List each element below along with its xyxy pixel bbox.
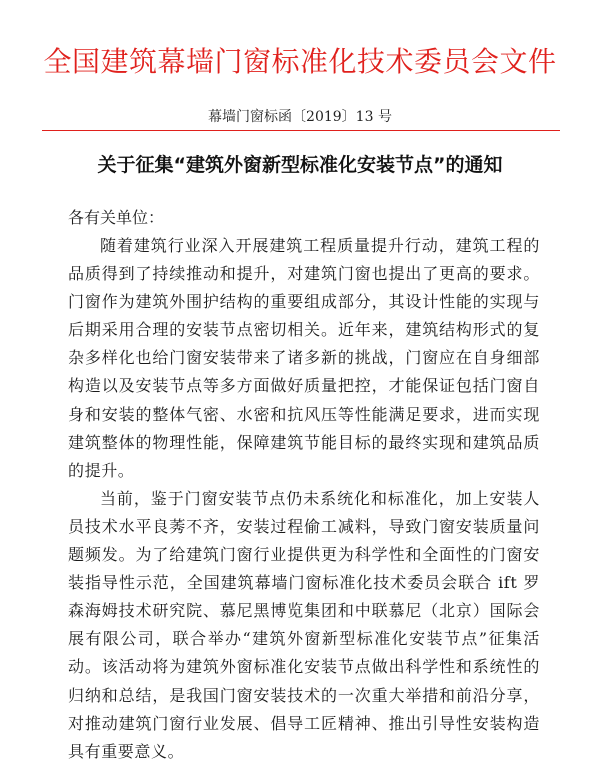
salutation: 各有关单位： <box>68 208 165 227</box>
notice-body <box>68 232 540 766</box>
red-divider-line <box>42 130 560 131</box>
notice-title: 关于征集“建筑外窗新型标准化安装节点”的通知 <box>97 154 503 176</box>
issuing-organization-header: 全国建筑幕墙门窗标准化技术委员会文件 <box>43 45 557 78</box>
document-number: 幕墙门窗标函〔2019〕13 号 <box>208 109 392 125</box>
paragraph: 当前，鉴于门窗安装节点仍未系统化和标准化，加上安装人员技术水平良莠不齐，安装过程偷工减料，导致门窗安装质量问题频发。为了给建筑门窗行业提供更为科学性和全面性的门窗安装指导性示范，全国建筑幕墙门窗标准化技术委员会联合 ift 罗森海姆技术研究院、慕尼黑博览集团和中联慕尼（北京）国际会展有限公司，联合举办“建筑外窗新型标准化安装节点”征集活动。该活动将为建筑外窗标准化安装节点做出科学性和系统性的归纳和总结，是我国门窗安装技术的一次重大举措和前沿分享，对推动建筑门窗行业发展、倡导工匠精神、推出引导性安装构造具有重要意义。 <box>68 488 540 761</box>
paragraph: 随着建筑行业深入开展建筑工程质量提升行动，建筑工程的品质得到了持续推动和提升，对建筑门窗也提出了更高的要求。门窗作为建筑外围护结构的重要组成部分，其设计性能的实现与后期采用合理的安装节点密切相关。近年来，建筑结构形式的复杂多样化也给门窗安装带来了诸多新的挑战，门窗应在自身细部构造以及安装节点等多方面做好质量把控，才能保证包括门窗自身和安装的整体气密、水密和抗风压等性能满足要求，进而实现建筑整体的物理性能，保障建筑节能目标的最终实现和建筑品质的提升。 <box>68 236 540 480</box>
